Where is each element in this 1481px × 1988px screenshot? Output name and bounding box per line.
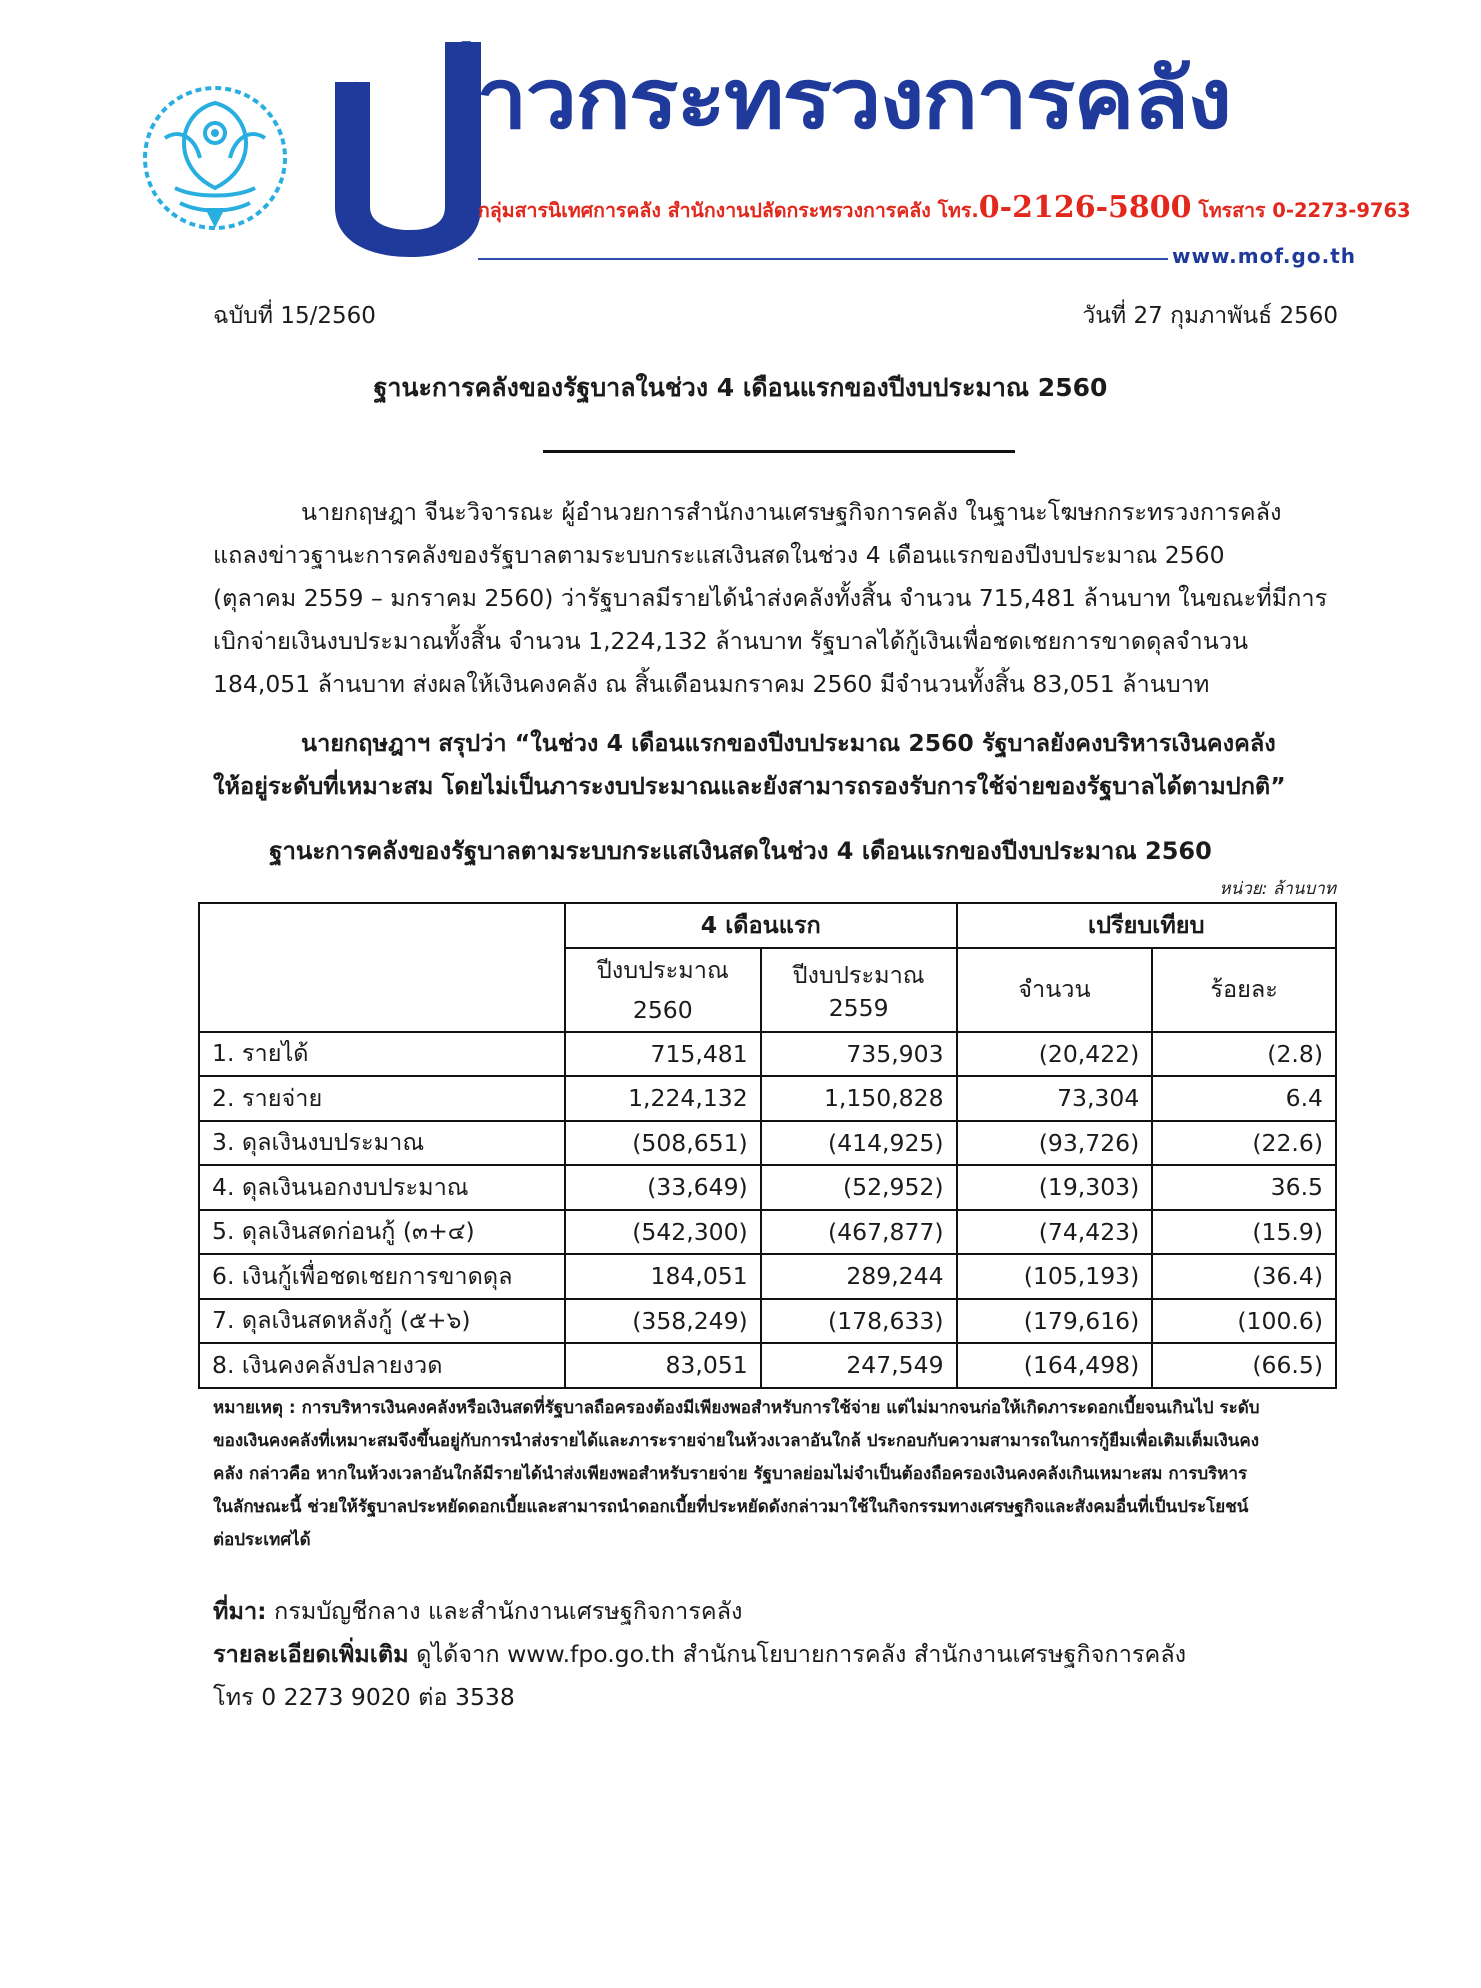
row-value: (358,249) (565, 1299, 761, 1344)
row-value: (508,651) (565, 1121, 761, 1166)
paragraph-line: (ตุลาคม 2559 – มกราคม 2560) ว่ารัฐบาลมีรายได้นำส่งคลังทั้งสิ้น จำนวน 715,481 ล้านบาท ในขณะที่มีการ (213, 584, 1328, 612)
title-divider (543, 450, 1015, 453)
masthead-url[interactable]: www.mof.go.th (1172, 244, 1356, 268)
footnote-line: ในลักษณะนี้ ช่วยให้รัฐบาลประหยัดดอกเบี้ยและสามารถนำดอกเบี้ยที่ประหยัดดังกล่าวมาใช้ในกิจกรรมทางเศรษฐกิจและสังคมอื่นที่เป็นประโยชน์ (213, 1497, 1249, 1517)
table-title: ฐานะการคลังของรัฐบาลตามระบบกระแสเงินสดในช่วง 4 เดือนแรกของปีงบประมาณ 2560 (269, 837, 1212, 865)
row-value: 184,051 (565, 1254, 761, 1299)
row-value: (20,422) (957, 1032, 1153, 1077)
row-label: 5. ดุลเงินสดก่อนกู้ (๓+๔) (199, 1210, 565, 1255)
header-percent: ร้อยละ (1152, 948, 1336, 1032)
masthead-subtitle (478, 190, 1411, 226)
page-title: ฐานะการคลังของรัฐบาลในช่วง 4 เดือนแรกของปีงบประมาณ 2560 (373, 373, 1108, 402)
header-4-months: 4 เดือนแรก (565, 903, 957, 948)
masthead-fax: 0-2273-9763 (1272, 199, 1411, 222)
row-value: (100.6) (1152, 1299, 1336, 1344)
paragraph-line: แถลงข่าวฐานะการคลังของรัฐบาลตามระบบกระแสเงินสดในช่วง 4 เดือนแรกของปีงบประมาณ 2560 (213, 541, 1225, 569)
source-label: ที่มา: (213, 1597, 267, 1625)
table-unit: หน่วย: ล้านบาท (1219, 879, 1336, 899)
row-value: 1,150,828 (761, 1076, 957, 1121)
masthead-title: ่าวกระทรวงการคลัง (478, 50, 1231, 148)
table-body (199, 1032, 1336, 1388)
table-row (199, 1032, 1336, 1077)
masthead-letter-text: ข (355, 82, 356, 83)
row-value: (105,193) (957, 1254, 1153, 1299)
details-text: ดูได้จาก www.fpo.go.th สำนักนโยบายการคลัง สำนักงานเศรษฐกิจการคลัง (408, 1640, 1187, 1668)
row-value: (2.8) (1152, 1032, 1336, 1077)
row-value: 289,244 (761, 1254, 957, 1299)
contact-phone: โทร 0 2273 9020 ต่อ 3538 (213, 1683, 515, 1711)
footnote-line: ต่อประเทศได้ (213, 1530, 311, 1550)
paragraph-line: เบิกจ่ายเงินงบประมาณทั้งสิ้น จำนวน 1,224,132 ล้านบาท รัฐบาลได้กู้เงินเพื่อชดเชยการขาดดุลจำนวน (213, 627, 1249, 655)
row-label: 4. ดุลเงินนอกงบประมาณ (199, 1165, 565, 1210)
table-row (199, 1076, 1336, 1121)
row-value: 735,903 (761, 1032, 957, 1077)
footnote-line: หมายเหตุ : การบริหารเงินคงคลังหรือเงินสดที่รัฐบาลถือครองต้องมีเพียงพอสำหรับการใช้จ่าย แต่ไม่มากจนก่อให้เกิดภาระดอกเบี้ยจนเกินไป ระดับ (213, 1398, 1260, 1418)
table-row (199, 1343, 1336, 1388)
garuda-emblem-icon (135, 78, 295, 238)
row-value: (52,952) (761, 1165, 957, 1210)
masthead-divider (478, 258, 1168, 260)
paragraph-line: นายกฤษฎา จีนะวิจารณะ ผู้อำนวยการสำนักงานเศรษฐกิจการคลัง ในฐานะโฆษกกระทรวงการคลัง (301, 498, 1282, 526)
header-fy2560-year: 2560 (632, 995, 693, 1024)
header-amount: จำนวน (957, 948, 1153, 1032)
table-row (199, 1210, 1336, 1255)
row-value: 247,549 (761, 1343, 957, 1388)
masthead-fax-label: โทรสาร (1198, 199, 1266, 222)
row-value: 83,051 (565, 1343, 761, 1388)
issue-date: วันที่ 27 กุมภาพันธ์ 2560 (1082, 303, 1338, 329)
row-value: 1,224,132 (565, 1076, 761, 1121)
row-label: 6. เงินกู้เพื่อชดเชยการขาดดุล (199, 1254, 565, 1299)
paragraph-line: 184,051 ล้านบาท ส่งผลให้เงินคงคลัง ณ สิ้นเดือนมกราคม 2560 มีจำนวนทั้งสิ้น 83,051 ล้านบาท (213, 670, 1210, 698)
row-value: (33,649) (565, 1165, 761, 1210)
row-value: (74,423) (957, 1210, 1153, 1255)
row-value: (467,877) (761, 1210, 957, 1255)
row-label: 3. ดุลเงินงบประมาณ (199, 1121, 565, 1166)
row-value: (164,498) (957, 1343, 1153, 1388)
paragraph-line: ให้อยู่ระดับที่เหมาะสม โดยไม่เป็นภาระงบประมาณและยังสามารถรองรับการใช้จ่ายของรัฐบาลได้ตามปกติ” (213, 772, 1286, 800)
source-text: กรมบัญชีกลาง และสำนักงานเศรษฐกิจการคลัง (266, 1597, 743, 1625)
row-label: 8. เงินคงคลังปลายงวด (199, 1343, 565, 1388)
table-row (199, 1165, 1336, 1210)
issue-number: ฉบับที่ 15/2560 (213, 303, 376, 329)
row-label: 2. รายจ่าย (199, 1076, 565, 1121)
source-line (213, 1590, 1186, 1633)
header-comparison: เปรียบเทียบ (957, 903, 1336, 948)
row-value: (93,726) (957, 1121, 1153, 1166)
header-fy2559-label: ปีงบประมาณ (792, 961, 925, 989)
table-row (199, 1121, 1336, 1166)
row-value: (66.5) (1152, 1343, 1336, 1388)
row-value: (15.9) (1152, 1210, 1336, 1255)
row-label: 1. รายได้ (199, 1032, 565, 1077)
fiscal-table (198, 902, 1337, 1389)
row-value: 73,304 (957, 1076, 1153, 1121)
details-line (213, 1633, 1186, 1676)
paragraph-1 (213, 491, 1343, 706)
masthead-org: กลุ่มสารนิเทศการคลัง สำนักงานปลัดกระทรวงการคลัง โทร. (478, 199, 979, 222)
row-value: (36.4) (1152, 1254, 1336, 1299)
header-fy2559-year: 2559 (828, 994, 889, 1022)
header-fy2560-label: ปีงบประมาณ (596, 955, 729, 984)
row-value: (178,633) (761, 1299, 957, 1344)
details-label: รายละเอียดเพิ่มเติม (213, 1640, 409, 1668)
row-value: 6.4 (1152, 1076, 1336, 1121)
row-value: (414,925) (761, 1121, 957, 1166)
row-value: (22.6) (1152, 1121, 1336, 1166)
table-row (199, 1299, 1336, 1344)
paragraph-2-quote (213, 722, 1343, 808)
masthead-letter-mark (335, 42, 485, 257)
table-header-row (199, 903, 1336, 948)
paragraph-line: นายกฤษฎาฯ สรุปว่า “ในช่วง 4 เดือนแรกของปีงบประมาณ 2560 รัฐบาลยังคงบริหารเงินคงคลัง (301, 729, 1276, 757)
header-fy2560 (565, 948, 761, 1032)
row-value: (179,616) (957, 1299, 1153, 1344)
row-value: 715,481 (565, 1032, 761, 1077)
row-value: (19,303) (957, 1165, 1153, 1210)
row-value: 36.5 (1152, 1165, 1336, 1210)
row-value: (542,300) (565, 1210, 761, 1255)
masthead-phone: 0-2126-5800 (978, 190, 1192, 225)
header-fy2559 (761, 948, 957, 1032)
source-block (213, 1590, 1186, 1719)
footnote (213, 1392, 1343, 1557)
row-label: 7. ดุลเงินสดหลังกู้ (๕+๖) (199, 1299, 565, 1344)
table-row (199, 1254, 1336, 1299)
footnote-line: ของเงินคงคลังที่เหมาะสมจึงขึ้นอยู่กับการนำส่งรายได้และภาระรายจ่ายในห้วงเวลาอันใกล้ ประกอบกับความสามารถในการกู้ยืมเพื่อเติมเต็มเงินคง (213, 1431, 1260, 1451)
table-corner-cell (199, 903, 565, 1032)
footnote-line: คลัง กล่าวคือ หากในห้วงเวลาอันใกล้มีรายได้นำส่งเพียงพอสำหรับรายจ่าย รัฐบาลย่อมไม่จำเป็นต้องถือครองเงินคงคลังเกินเหมาะสม การบริหาร (213, 1464, 1248, 1484)
